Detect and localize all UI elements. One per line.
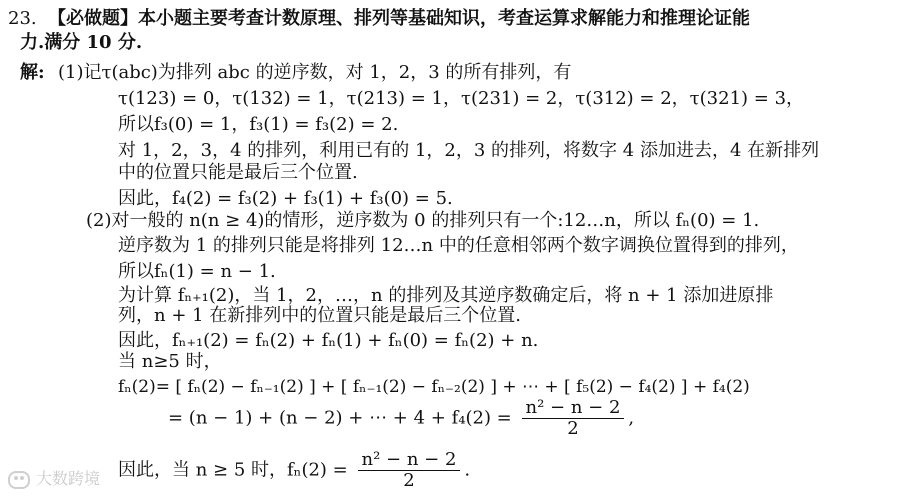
solution-label: 解: — [20, 62, 45, 83]
p1-line-2: τ(123) = 0，τ(132) = 1，τ(213) = 1，τ(231) = 2，τ(312) = 2，τ(321) = 3， — [118, 88, 805, 109]
p1-line-1: (1)记τ(abc)为排列 abc 的逆序数，对 1，2，3 的所有排列，有 — [58, 62, 572, 83]
p2-line-2: 逆序数为 1 的排列只能是将排列 12…n 中的任意相邻两个数字调换位置得到的排列， — [118, 235, 799, 256]
p2-line-9 — [168, 398, 634, 439]
fraction-2-numerator: n² − n − 2 — [358, 450, 461, 471]
problem-number-text: 23. — [8, 8, 37, 29]
fraction-1-numerator: n² − n − 2 — [522, 398, 625, 419]
fraction-1-denominator: 2 — [567, 418, 579, 439]
end-period: . — [464, 459, 471, 481]
p2-line-5: 列，n + 1 在新排列中的位置只能是最后三个位置. — [118, 305, 522, 326]
header-line-1: 【必做题】本小题主要考查计数原理、排列等基础知识，考查运算求解能力和推理论证能 — [48, 8, 750, 29]
p2-line-7: 当 n≥5 时， — [118, 351, 222, 372]
p1-line-5: 中的位置只能是最后三个位置. — [118, 162, 358, 183]
p1-line-6: 因此，f₄(2) = f₃(2) + f₃(1) + f₃(0) = 5. — [118, 188, 453, 209]
watermark-logo-icon — [8, 471, 30, 489]
watermark — [8, 466, 100, 489]
p2-line-4: 为计算 fₙ₊₁(2)，当 1，2，…，n 的排列及其逆序数确定后，将 n + 1 添加进原排 — [118, 285, 774, 306]
p1-line-4: 对 1，2，3，4 的排列，利用已有的 1，2，3 的排列，将数字 4 添加进去，4 在新排列 — [118, 140, 820, 161]
p2-line-3: 所以fₙ(1) = n − 1. — [118, 261, 276, 282]
watermark-text: 大数跨境 — [36, 469, 101, 488]
conclusion-line — [118, 450, 470, 491]
p1-line-3: 所以f₃(0) = 1，f₃(1) = f₃(2) = 2. — [118, 114, 399, 135]
fraction-2-denominator: 2 — [403, 470, 415, 491]
fraction-1 — [522, 398, 625, 439]
header-line-2: 力.满分 10 分. — [20, 32, 143, 53]
p2-line-8: fₙ(2)= [ fₙ(2) − fₙ₋₁(2) ] + [ fₙ₋₁(2) − fₙ₋₂(2) ] + ⋯ + [ f₅(2) − f₄(2) ] + f₄(2) — [118, 377, 750, 397]
conclusion-text: 因此，当 n ≥ 5 时，fₙ(2) = — [118, 459, 348, 481]
problem-number — [8, 8, 37, 30]
p2-line-6: 因此，fₙ₊₁(2) = fₙ(2) + fₙ(1) + fₙ(0) = fₙ(2) + n. — [118, 330, 539, 351]
comma: , — [628, 407, 635, 429]
p2-line-1: (2)对一般的 n(n ≥ 4)的情形，逆序数为 0 的排列只有一个:12…n，所以 fₙ(0) = 1. — [86, 210, 760, 231]
sum-expression: = (n − 1) + (n − 2) + ⋯ + 4 + f₄(2) = — [168, 407, 512, 429]
fraction-2 — [358, 450, 461, 491]
